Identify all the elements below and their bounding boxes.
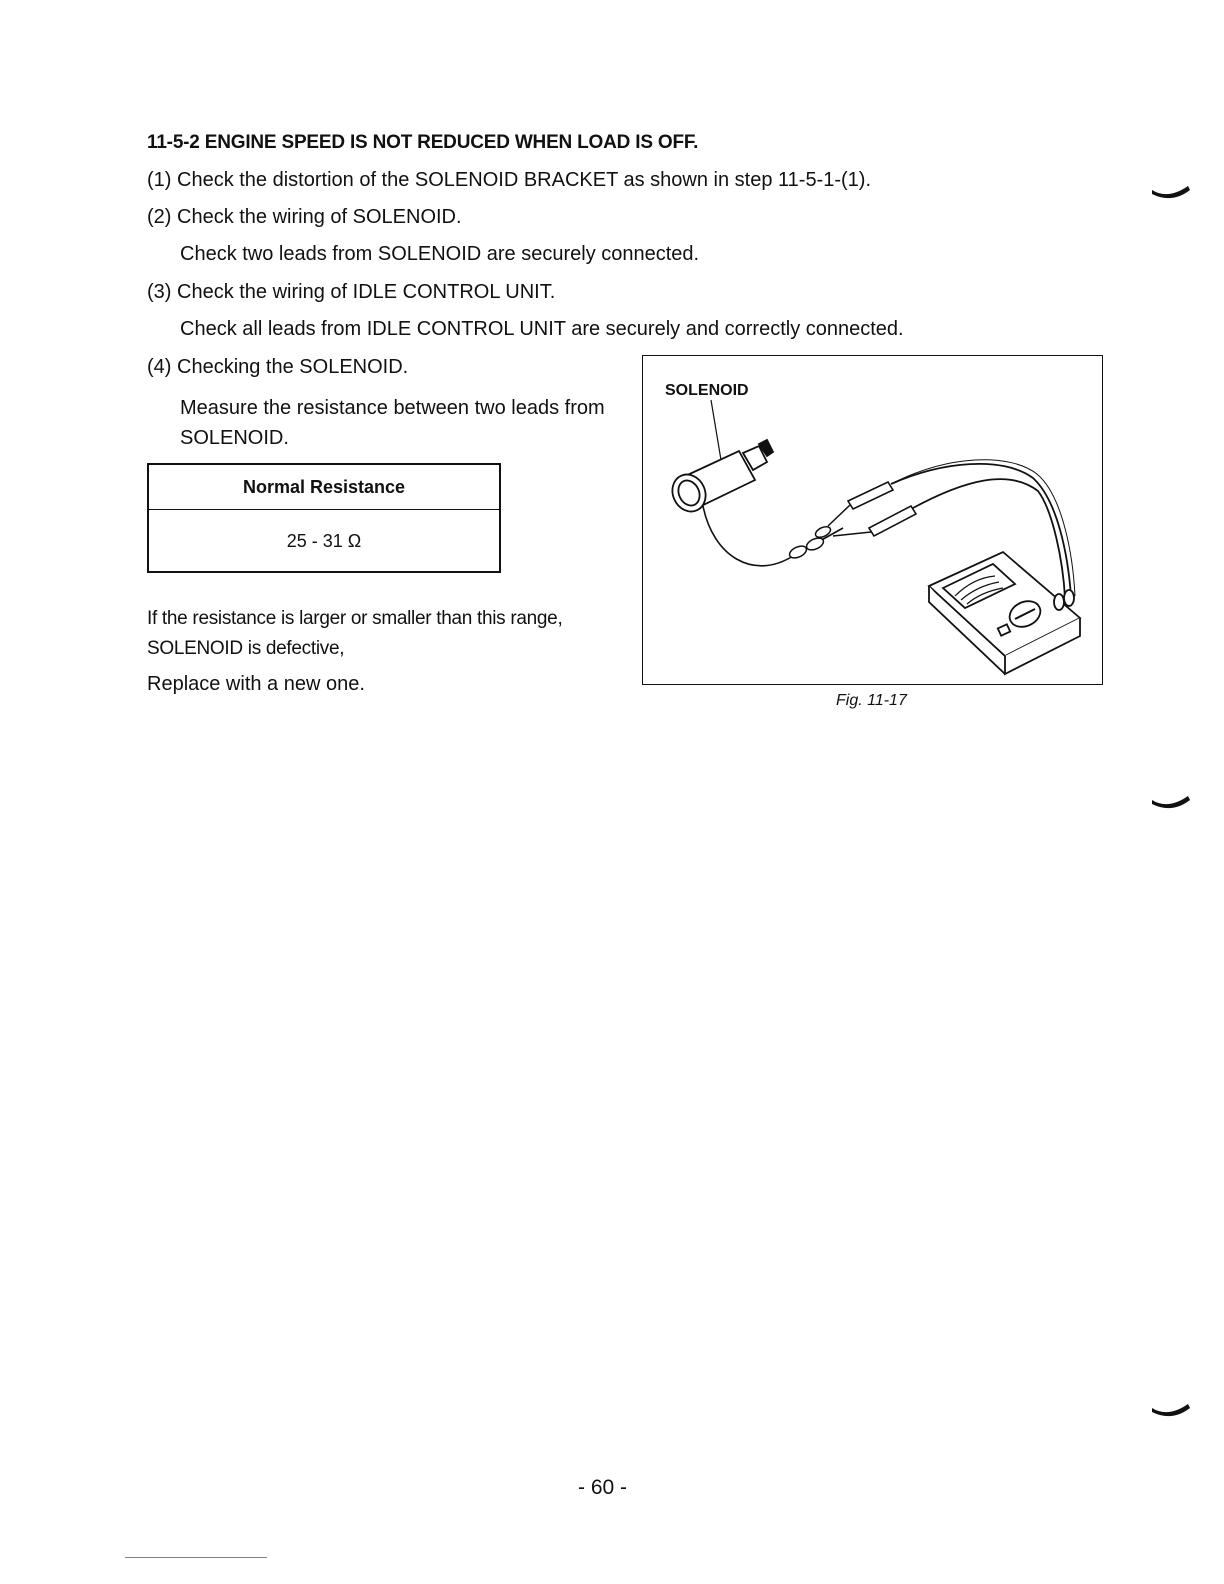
- step-1: (1) Check the distortion of the SOLENOID BRACKET as shown in step 11-5-1-(1).: [147, 169, 872, 191]
- step-4-detail: Measure the resistance between two leads from SOLENOID.: [180, 397, 605, 449]
- step-4: (4) Checking the SOLENOID.: [147, 356, 409, 378]
- resistance-table: [147, 463, 501, 573]
- binding-mark: [1150, 1400, 1192, 1422]
- resistance-table-value: 25 - 31 Ω: [286, 530, 362, 551]
- section-heading: 11-5-2 ENGINE SPEED IS NOT REDUCED WHEN LOAD IS OFF.: [147, 132, 699, 153]
- step-3: (3) Check the wiring of IDLE CONTROL UNIT.: [147, 281, 556, 303]
- binding-mark: [1150, 182, 1192, 204]
- defect-note: If the resistance is larger or smaller than this range, SOLENOID is defective,: [147, 608, 563, 659]
- step-2: (2) Check the wiring of SOLENOID.: [147, 206, 462, 228]
- figure-caption: Fig. 11-17: [836, 692, 907, 709]
- multimeter-icon: [929, 552, 1080, 674]
- replace-note: Replace with a new one.: [147, 673, 365, 695]
- solenoid-multimeter-illustration: [643, 356, 1101, 683]
- binding-mark: [1150, 792, 1192, 814]
- solenoid-label: SOLENOID: [665, 382, 749, 399]
- page-number: - 60 -: [578, 1476, 628, 1499]
- step-3-detail: Check all leads from IDLE CONTROL UNIT are securely and correctly connected.: [180, 318, 904, 340]
- footer-rule: [125, 1557, 267, 1558]
- figure-frame: [642, 355, 1103, 685]
- resistance-table-header: Normal Resistance: [149, 465, 499, 510]
- step-2-detail: Check two leads from SOLENOID are securely connected.: [180, 243, 700, 265]
